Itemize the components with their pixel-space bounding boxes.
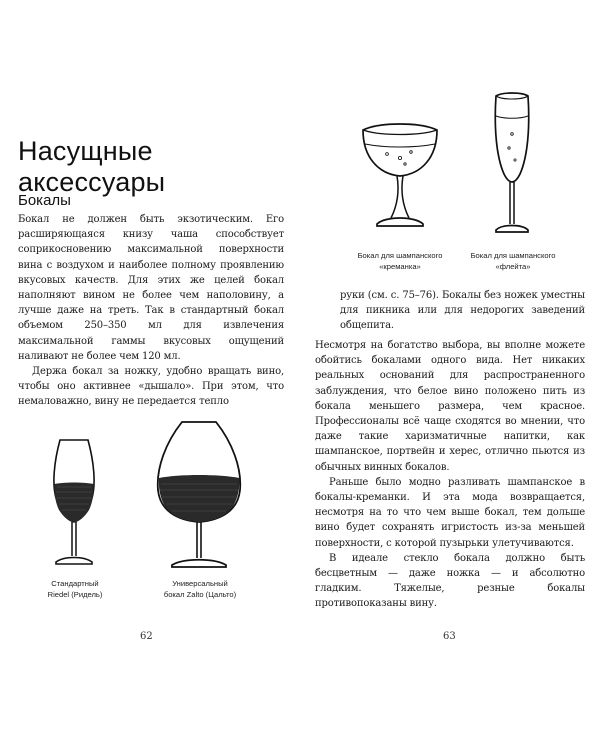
page-number-left: 62 xyxy=(140,631,153,642)
glass-base xyxy=(377,218,423,226)
caption-coupe xyxy=(345,250,455,272)
glass-liquid-line xyxy=(365,144,435,147)
paragraph: Несмотря на богатство выбора, вы вполне можете обойтись бокалами одного вида. Нет никаких реальных оснований для распространенного заблуждения, что белое вино положено пить из бокала меньшего размера, чем красное. Профессионалы всё чаще сходятся во мнении, что даже такие харизматичные напитки, как шампанское, портвейн и херес, отлично пьются из обычных винных бокалов. xyxy=(315,340,585,473)
paragraph: Бокал не должен быть экзотическим. Его расширяющаяся книзу чаша способствует соприкосновению максимальной поверхности вина с воздухом и наиболее полному проявлению вкусовых качеств. Для этих же целей бокал наполняют вином не более чем наполовину, а лучше даже на треть. Так в стандартный бокал объемом 250–350 мл для извлечения максимальной гаммы вкусовых ощущений наливают не более чем 120 мл. xyxy=(18,214,284,362)
wine-fill xyxy=(159,475,240,522)
caption-line: Бокал для шампанского xyxy=(357,251,443,260)
chapter-title-line-2: аксессуары xyxy=(18,167,166,198)
paragraph: Раньше было модно разливать шампанское в бокалы-креманки. И эта мода возвращается, несмотря на то что чем выше бокал, тем дольше вино будет сохранять игристость из-за меньшей поверхности, с которой пузырьки улетучиваются. xyxy=(315,476,585,549)
caption-line: «флейта» xyxy=(495,262,531,271)
zalto-glass-illustration xyxy=(144,414,254,574)
glass-stem xyxy=(391,176,409,218)
right-page xyxy=(300,0,600,750)
chapter-title xyxy=(18,136,278,198)
caption-line: Riedel (Ридель) xyxy=(47,590,103,599)
glass-stem xyxy=(72,522,76,556)
coupe-glass-illustration xyxy=(355,118,445,238)
riedel-glass-illustration xyxy=(34,432,114,572)
glass-rim xyxy=(363,130,437,135)
glass-bowl xyxy=(363,124,437,176)
glass-bowl xyxy=(495,93,528,182)
glass-base xyxy=(56,558,92,565)
section-title: Бокалы xyxy=(18,192,71,209)
wine-fill xyxy=(54,483,93,523)
left-body-text xyxy=(18,212,284,410)
glass-stem xyxy=(510,182,514,224)
continuation-text xyxy=(340,288,585,334)
flute-glass-illustration xyxy=(482,86,542,238)
glass-base xyxy=(172,560,226,567)
paragraph: руки (см. с. 75–76). Бокалы без ножек уместны для пикника или для недорогих заведений общепита. xyxy=(340,290,585,332)
glass-rim xyxy=(496,96,528,99)
paragraph: В идеале стекло бокала должно быть бесцветным — даже ножка — и абсолютно гладким. Тяжелые, резные бокалы противопоказаны вину. xyxy=(315,552,585,610)
caption-line: Универсальный xyxy=(172,579,228,588)
glass-stem xyxy=(197,522,201,558)
caption-line: Бокал для шампанского xyxy=(470,251,556,260)
caption-line: «креманка» xyxy=(379,262,421,271)
glass-base xyxy=(496,226,528,233)
caption-line: Стандартный xyxy=(51,579,99,588)
caption-zalto xyxy=(140,578,260,600)
page-number-right: 63 xyxy=(443,631,456,642)
caption-riedel xyxy=(20,578,130,600)
right-body-text xyxy=(315,338,585,612)
glass-liquid-line xyxy=(496,116,528,118)
caption-flute xyxy=(458,250,568,272)
paragraph: Держа бокал за ножку, удобно вращать вино, чтобы оно активнее «дышало». При этом, что немаловажно, вину не передается тепло xyxy=(18,366,284,408)
caption-line: бокал Zalto (Цальто) xyxy=(163,590,237,599)
chapter-title-line-1: Насущные xyxy=(18,136,153,167)
